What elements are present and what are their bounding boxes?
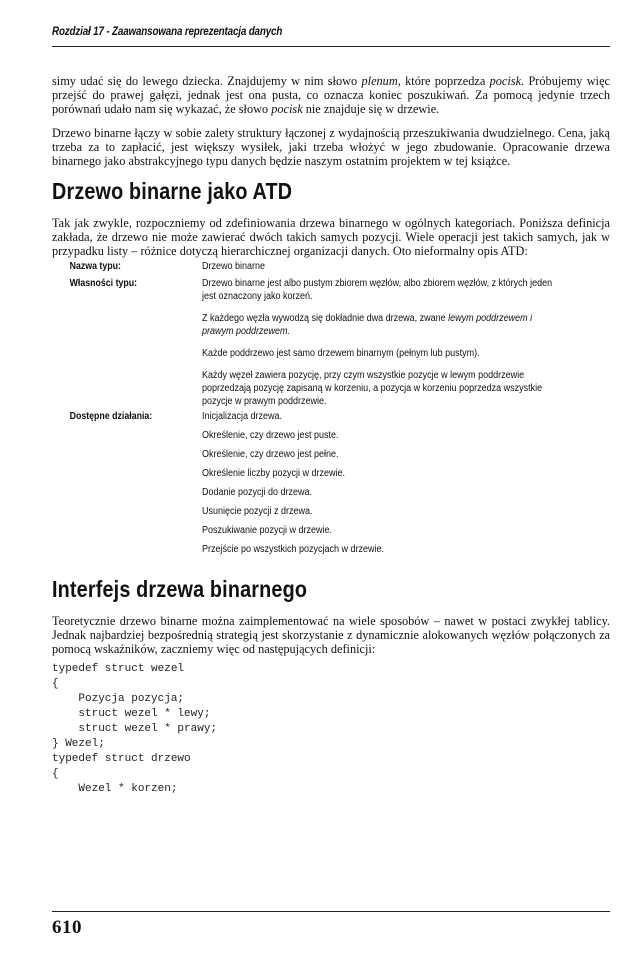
emphasis-subtrees: lewym poddrzewem i prawym poddrzewem. [202,313,533,337]
adt-row-operations [52,410,610,562]
adt-label-properties: Własności typu: [69,278,138,289]
footer-rule [52,911,610,912]
text-run: Z każdego węzła wywodzą się dokładnie dwa drzewa, zwane [202,313,449,324]
adt-property [202,312,562,338]
adt-intro-paragraph: Tak jak zwykle, rozpoczniemy od zdefiniowania drzewa binarnego w ogólnych kategoriach. Poniższa definicja zakłada, że drzewo nie może zawierać dwóch takich samych pozycji. Wiele operacji jest takich samych, jak w przypadku listy – różnice dotyczą hierarchicznej organizacji danych. Oto nieformalny opis ATD: [52,216,610,258]
section-heading-interface: Interfejs drzewa binarnego [52,576,308,602]
adt-row-name [52,260,610,273]
adt-property: Każde poddrzewo jest samo drzewem binarnym (pełnym lub pustym). [202,348,480,359]
text-run: nie znajduje się w drzewie. [302,102,440,116]
adt-operation: Określenie, czy drzewo jest puste. [202,430,339,441]
adt-value-name: Drzewo binarne [202,261,266,272]
adt-definition [52,260,610,562]
adt-operation: Dodanie pozycji do drzewa. [202,487,313,498]
adt-operations-list [202,410,562,562]
page-body [52,74,610,797]
interface-paragraph: Teoretycznie drzewo binarne można zaimplementować na wiele sposobów – nawet w postaci zwykłej tablicy. Jednak najbardziej bezpośrednią strategią jest skorzystanie z dynamicznie alokowanych węzłów połączonych za pomocą wskaźników, zaczniemy więc od następujących definicji: [52,614,610,656]
emphasis-pocisk: pocisk [489,74,522,88]
adt-property: Każdy węzeł zawiera pozycję, przy czym wszystkie pozycje w lewym poddrzewie poprzedzają pozycję zapisaną w korzeniu, a pozycja w korzeniu poprzedza wszystkie pozycje w prawym poddrzewie. [202,370,543,407]
section-heading-adt: Drzewo binarne jako ATD [52,178,293,204]
emphasis-plenum: plenum [361,74,398,88]
adt-row-properties [52,277,610,410]
text-run: , które poprzedza [397,74,490,88]
adt-operation: Inicjalizacja drzewa. [202,411,283,422]
adt-operation: Przejście po wszystkich pozycjach w drzewie. [202,544,385,555]
adt-label-operations: Dostępne działania: [69,411,153,422]
adt-property: Drzewo binarne jest albo pustym zbiorem węzłów, albo zbiorem węzłów, z których jeden jest oznaczony jako korzeń. [202,278,553,302]
code-listing: typedef struct wezel { Pozycja pozycja; struct wezel * lewy; struct wezel * prawy; } Wezel; typedef struct drzewo { Wezel * korzen; [52,663,218,795]
adt-properties-list [202,277,562,410]
adt-operation: Określenie, czy drzewo jest pełne. [202,449,339,460]
adt-operation: Usunięcie pozycji z drzewa. [202,506,313,517]
intro-paragraph-1 [52,74,610,116]
adt-operation: Poszukiwanie pozycji w drzewie. [202,525,333,536]
adt-label-name: Nazwa typu: [69,261,121,272]
adt-operation: Określenie liczby pozycji w drzewie. [202,468,346,479]
header-rule [52,46,610,47]
running-head: Rozdział 17 - Zaawansowana reprezentacja danych [52,24,283,38]
page-number: 610 [52,917,82,938]
text-run: . Próbujemy więc przejść do prawej gałęzi, jednak jest ona pusta, co oznacza koniec poszukiwań. Za pomocą jedynie trzech porównań udało nam się wykazać, że słowo [52,74,610,116]
text-run: simy udać się do lewego dziecka. Znajdujemy w nim słowo [52,74,362,88]
emphasis-pocisk: pocisk [271,102,303,116]
intro-paragraph-2: Drzewo binarne łączy w sobie zalety struktury łączonej z wydajnością przeszukiwania dwudzielnego. Cena, jaką trzeba za to zapłacić, jest większy wysiłek, jaki trzeba włożyć w jego zbudowanie. Opracowanie drzewa binarnego jako abstrakcyjnego typu danych będzie naszym ostatnim projektem w tej książce. [52,126,610,168]
